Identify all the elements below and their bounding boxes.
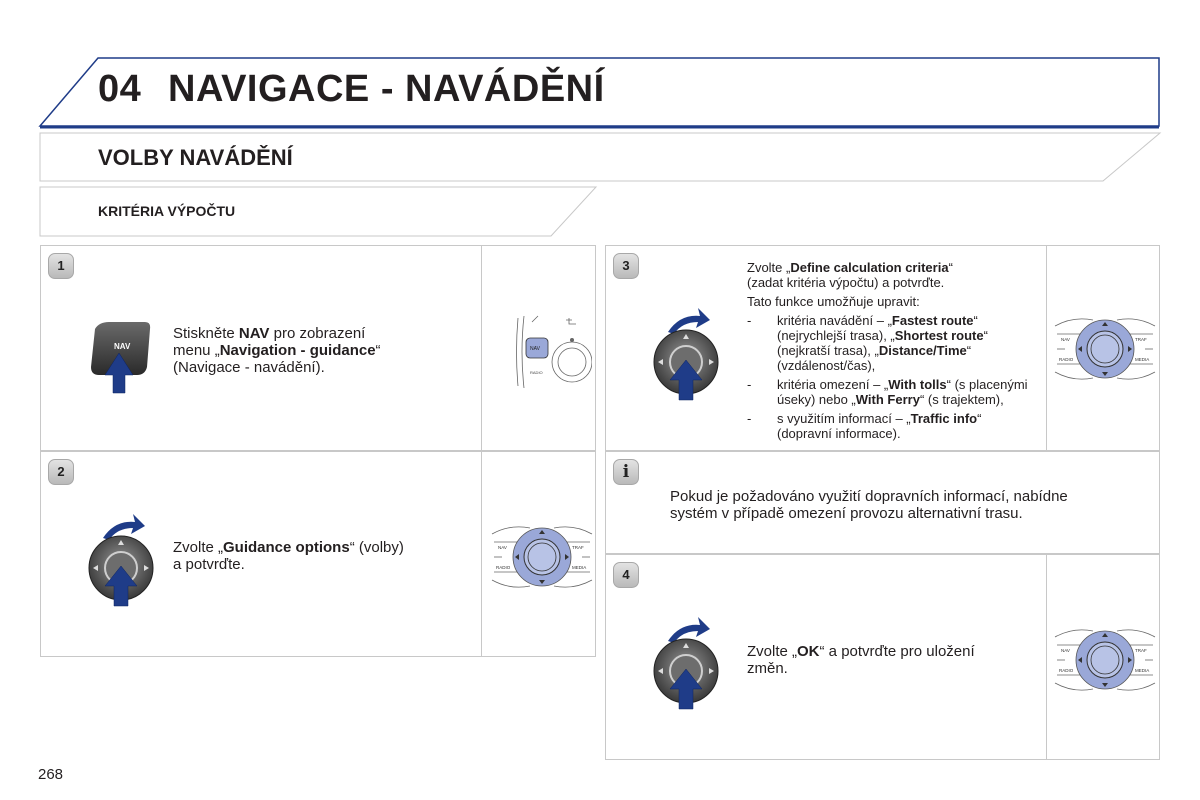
step-2-panel <box>40 451 596 657</box>
svg-text:TRAF: TRAF <box>1135 648 1147 653</box>
chapter-number: 04 <box>98 68 142 110</box>
info-text: Pokud je požadováno využití dopravních informací, nabídne systém v případě omezení provozu alternativní trasu. <box>670 488 1068 522</box>
svg-text:RADIO: RADIO <box>496 565 511 570</box>
criteria-bullet-1: - kritéria navádění – „Fastest route“ (nejrychlejší trasa), „Shortest route“ (nejkratší trasa), „Distance/Time“ (vzdálenost/čas), <box>747 313 988 373</box>
svg-text:NAV: NAV <box>1061 648 1070 653</box>
criteria-bullet-3: - s využitím informací – „Traffic info“ (dopravní informace). <box>747 411 982 441</box>
control-panel-illustration <box>1053 314 1157 384</box>
nav-button-icon <box>87 319 157 399</box>
step-1-text: Stiskněte NAV pro zobrazení menu „Navigation - guidance“ (Navigace - navádění). <box>173 325 381 376</box>
step-4-panel <box>605 554 1160 760</box>
step-1-image-column <box>481 246 597 450</box>
step-1-panel <box>40 245 596 451</box>
step-2-image-column <box>481 452 597 656</box>
svg-text:NAV: NAV <box>498 545 507 550</box>
step-2-badge: 2 <box>48 459 74 485</box>
rotary-knob-icon <box>87 510 159 610</box>
control-panel-illustration <box>1053 625 1157 695</box>
svg-text:RADIO: RADIO <box>1059 357 1074 362</box>
step-3-badge: 3 <box>613 253 639 279</box>
svg-text:RADIO: RADIO <box>530 370 543 375</box>
criteria-bullet-2: - kritéria omezení – „With tolls“ (s placenými úseky) nebo „With Ferry“ (s trajektem), <box>747 377 1028 407</box>
svg-text:MEDIA: MEDIA <box>572 565 587 570</box>
nav-button-label: NAV <box>114 342 131 351</box>
svg-text:NAV: NAV <box>1061 337 1070 342</box>
section-title: VOLBY NAVÁDĚNÍ <box>98 145 293 170</box>
svg-text:MEDIA: MEDIA <box>1135 357 1150 362</box>
svg-text:MEDIA: MEDIA <box>1135 668 1150 673</box>
step-3-panel <box>605 245 1160 451</box>
info-icon: i <box>613 459 639 485</box>
chapter-title: NAVIGACE - NAVÁDĚNÍ <box>168 68 605 110</box>
step-3-image-column <box>1046 246 1161 450</box>
subsection-title: KRITÉRIA VÝPOČTU <box>98 203 236 219</box>
info-panel <box>605 451 1160 554</box>
rotary-knob-icon <box>652 613 724 713</box>
svg-text:TRAF: TRAF <box>1135 337 1147 342</box>
step-4-image-column <box>1046 555 1161 759</box>
svg-text:NAV: NAV <box>530 346 540 352</box>
dashboard-nav-illustration <box>514 314 592 390</box>
step-1-badge: 1 <box>48 253 74 279</box>
step-4-text: Zvolte „OK“ a potvrďte pro uložení změn. <box>747 643 975 677</box>
rotary-knob-icon <box>652 304 724 404</box>
svg-text:TRAF: TRAF <box>572 545 584 550</box>
page-number: 268 <box>38 766 64 783</box>
control-panel-illustration <box>490 522 594 592</box>
step-2-text: Zvolte „Guidance options“ (volby) a potvrďte. <box>173 539 404 573</box>
step-4-badge: 4 <box>613 562 639 588</box>
step-3-text: Zvolte „Define calculation criteria“ (zadat kritéria výpočtu) a potvrďte. Tato funkce umožňuje upravit: - kritéria navádění – „Fastest route“ (nejrychlejší trasa), „Shortest route“ (nejkratší trasa), „Distance/Time“ (vzdálenost/čas), - kritéria omezení – „With tolls“ (s placenými úseky) nebo „With Ferry“ (s trajektem), - s využitím informací – „Traffic info“ (dopravní informace). <box>747 260 1047 441</box>
svg-text:RADIO: RADIO <box>1059 668 1074 673</box>
